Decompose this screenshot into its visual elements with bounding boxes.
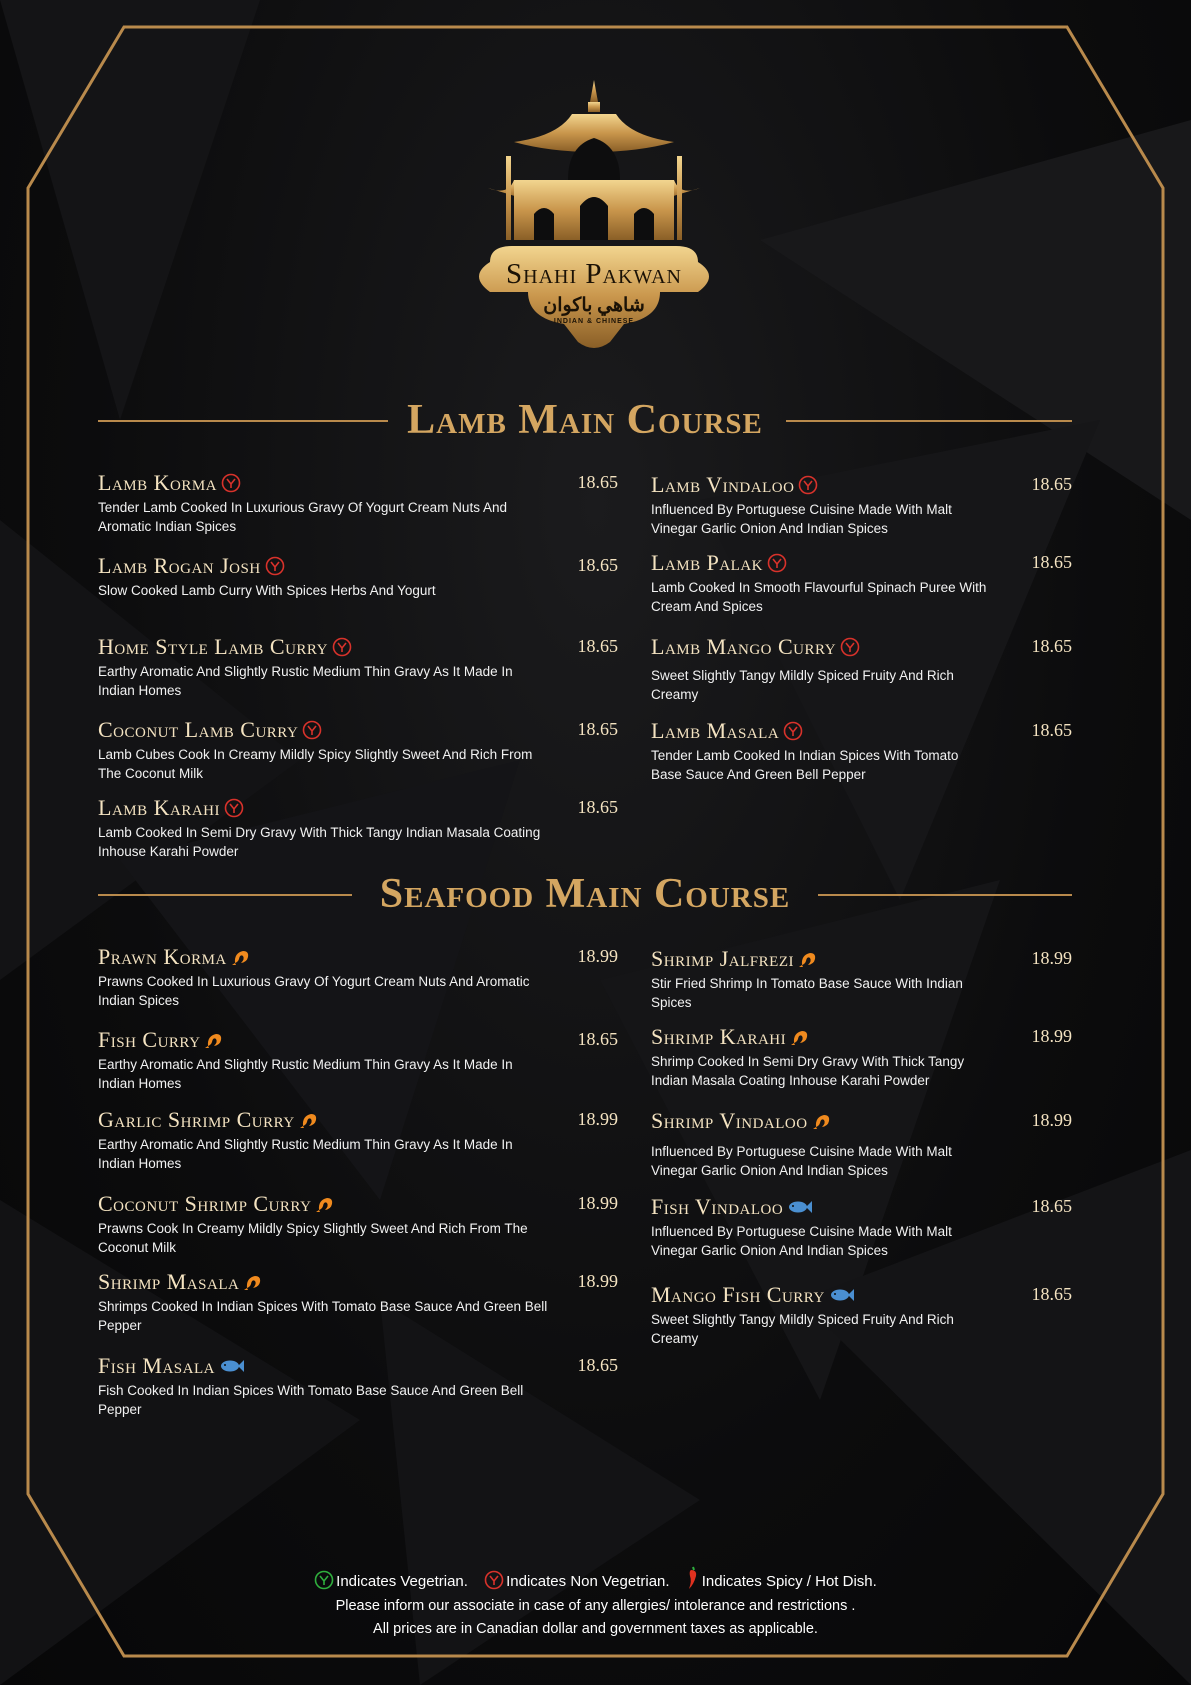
shrimp-icon bbox=[204, 1030, 224, 1050]
item-name: Lamb Karahi bbox=[98, 795, 220, 820]
section-title: Seafood Main Course bbox=[379, 871, 791, 917]
menu-item bbox=[98, 717, 618, 783]
menu-item bbox=[651, 1024, 1072, 1090]
restaurant-logo bbox=[468, 80, 720, 352]
menu-item bbox=[651, 1194, 1072, 1260]
shrimp-icon bbox=[243, 1272, 263, 1292]
item-price: 18.65 bbox=[577, 636, 618, 656]
item-description: Earthy Aromatic And Slightly Rustic Medium Thin Gravy As It Made In Indian Homes bbox=[98, 1137, 513, 1171]
item-price: 18.99 bbox=[577, 946, 618, 966]
menu-item bbox=[98, 1107, 618, 1173]
item-description: Earthy Aromatic And Slightly Rustic Medium Thin Gravy As It Made In Indian Homes bbox=[98, 1057, 513, 1091]
item-description: Influenced By Portuguese Cuisine Made With Malt Vinegar Garlic Onion And Indian Spices bbox=[651, 1224, 952, 1258]
item-name: Mango Fish Curry bbox=[651, 1282, 825, 1307]
item-description: Earthy Aromatic And Slightly Rustic Medium Thin Gravy As It Made In Indian Homes bbox=[98, 664, 513, 698]
item-name: Shrimp Masala bbox=[98, 1269, 240, 1294]
non-veg-icon bbox=[265, 556, 285, 576]
non-veg-icon bbox=[840, 637, 860, 657]
shrimp-icon bbox=[315, 1194, 335, 1214]
item-price: 18.99 bbox=[1031, 1110, 1072, 1130]
fish-icon bbox=[787, 1197, 813, 1217]
logo-arabic-name: شاهي باكوان bbox=[543, 295, 645, 316]
item-price: 18.99 bbox=[577, 1109, 618, 1129]
legend-veg bbox=[314, 1570, 468, 1590]
item-description: Shrimps Cooked In Indian Spices With Tomato Base Sauce And Green Bell Pepper bbox=[98, 1299, 548, 1333]
menu-item bbox=[98, 1027, 618, 1093]
item-name: Prawn Korma bbox=[98, 944, 227, 969]
item-name: Lamb Rogan Josh bbox=[98, 553, 261, 578]
item-name: Shrimp Karahi bbox=[651, 1024, 787, 1049]
item-name: Lamb Vindaloo bbox=[651, 472, 795, 497]
fish-icon bbox=[219, 1356, 245, 1376]
item-name: Shrimp Jalfrezi bbox=[651, 946, 794, 971]
item-price: 18.99 bbox=[577, 1193, 618, 1213]
item-name: Coconut Lamb Curry bbox=[98, 717, 299, 742]
item-description: Lamb Cubes Cook In Creamy Mildly Spicy Slightly Sweet And Rich From The Coconut Milk bbox=[98, 747, 533, 781]
legend-non-veg-text: Indicates Non Vegetrian. bbox=[506, 1573, 670, 1590]
section-title: Lamb Main Course bbox=[407, 397, 763, 443]
item-price: 18.65 bbox=[577, 719, 618, 739]
chili-pepper-icon bbox=[686, 1566, 700, 1590]
item-price: 18.65 bbox=[1031, 1284, 1072, 1304]
non-veg-icon bbox=[767, 553, 787, 573]
legend-non-veg bbox=[484, 1570, 669, 1590]
item-name: Lamb Palak bbox=[651, 550, 764, 575]
item-price: 18.65 bbox=[577, 1029, 618, 1049]
item-price: 18.65 bbox=[577, 797, 618, 817]
veg-icon bbox=[314, 1570, 334, 1590]
price-note: All prices are in Canadian dollar and government taxes as applicable. bbox=[373, 1621, 818, 1637]
menu-item bbox=[98, 634, 618, 700]
item-name: Fish Curry bbox=[98, 1027, 201, 1052]
menu-item bbox=[98, 944, 618, 1010]
item-name: Fish Vindaloo bbox=[651, 1194, 784, 1219]
item-price: 18.65 bbox=[1031, 552, 1072, 572]
menu-item bbox=[651, 946, 1072, 1012]
item-name: Lamb Mango Curry bbox=[651, 634, 837, 659]
item-price: 18.99 bbox=[1031, 948, 1072, 968]
logo-brand-name: Shahi Pakwan bbox=[506, 258, 682, 290]
heading-rule-right bbox=[818, 894, 1072, 896]
menu-item bbox=[651, 472, 1072, 538]
fish-icon bbox=[829, 1285, 855, 1305]
legend-veg-text: Indicates Vegetrian. bbox=[336, 1573, 468, 1590]
menu-item bbox=[98, 795, 618, 861]
menu-item bbox=[98, 553, 618, 600]
dietary-legend bbox=[0, 1566, 1191, 1590]
item-description: Sweet Slightly Tangy Mildly Spiced Fruity And Rich Creamy bbox=[651, 1312, 954, 1346]
item-description: Prawns Cook In Creamy Mildly Spicy Slightly Sweet And Rich From The Coconut Milk bbox=[98, 1221, 528, 1255]
item-price: 18.65 bbox=[1031, 636, 1072, 656]
item-description: Prawns Cooked In Luxurious Gravy Of Yogurt Cream Nuts And Aromatic Indian Spices bbox=[98, 974, 530, 1008]
item-description: Influenced By Portuguese Cuisine Made With Malt Vinegar Garlic Onion And Indian Spices bbox=[651, 502, 952, 536]
menu-item bbox=[651, 718, 1072, 784]
item-price: 18.99 bbox=[1031, 1026, 1072, 1046]
legend-spicy bbox=[686, 1566, 877, 1590]
item-price: 18.65 bbox=[577, 472, 618, 492]
item-description: Tender Lamb Cooked In Luxurious Gravy Of Yogurt Cream Nuts And Aromatic Indian Spices bbox=[98, 500, 507, 534]
item-name: Coconut Shrimp Curry bbox=[98, 1191, 312, 1216]
item-description: Influenced By Portuguese Cuisine Made With Malt Vinegar Garlic Onion And Indian Spices bbox=[651, 1144, 952, 1178]
shrimp-icon bbox=[299, 1110, 319, 1130]
menu-item bbox=[98, 470, 618, 536]
shrimp-icon bbox=[812, 1111, 832, 1131]
shrimp-icon bbox=[231, 947, 251, 967]
non-veg-icon bbox=[798, 475, 818, 495]
non-veg-icon bbox=[221, 473, 241, 493]
lamb-section-heading bbox=[98, 396, 1072, 444]
item-description: Shrimp Cooked In Semi Dry Gravy With Thick Tangy Indian Masala Coating Inhouse Karahi Powder bbox=[651, 1054, 965, 1088]
item-description: Slow Cooked Lamb Curry With Spices Herbs And Yogurt bbox=[98, 583, 436, 598]
menu-item bbox=[98, 1269, 618, 1335]
non-veg-icon bbox=[224, 798, 244, 818]
menu-item bbox=[98, 1191, 618, 1257]
menu-item bbox=[98, 1353, 618, 1419]
item-name: Garlic Shrimp Curry bbox=[98, 1107, 295, 1132]
item-description: Sweet Slightly Tangy Mildly Spiced Fruity And Rich Creamy bbox=[651, 668, 954, 702]
menu-item bbox=[651, 550, 1072, 616]
seafood-section-heading bbox=[98, 870, 1072, 918]
item-name: Fish Masala bbox=[98, 1353, 215, 1378]
item-description: Stir Fried Shrimp In Tomato Base Sauce With Indian Spices bbox=[651, 976, 963, 1010]
item-description: Lamb Cooked In Semi Dry Gravy With Thick Tangy Indian Masala Coating Inhouse Karahi Powder bbox=[98, 825, 541, 859]
item-name: Lamb Korma bbox=[98, 470, 218, 495]
heading-rule-right bbox=[786, 420, 1072, 422]
item-price: 18.65 bbox=[1031, 720, 1072, 740]
item-description: Fish Cooked In Indian Spices With Tomato Base Sauce And Green Bell Pepper bbox=[98, 1383, 524, 1417]
menu-item bbox=[651, 1282, 1072, 1348]
shrimp-icon bbox=[790, 1027, 810, 1047]
menu-item bbox=[651, 1108, 1072, 1180]
non-veg-icon bbox=[484, 1570, 504, 1590]
item-price: 18.65 bbox=[1031, 1196, 1072, 1216]
item-name: Home Style Lamb Curry bbox=[98, 634, 328, 659]
item-name: Lamb Masala bbox=[651, 718, 780, 743]
item-price: 18.99 bbox=[577, 1271, 618, 1291]
non-veg-icon bbox=[783, 721, 803, 741]
item-description: Tender Lamb Cooked In Indian Spices With Tomato Base Sauce And Green Bell Pepper bbox=[651, 748, 959, 782]
item-price: 18.65 bbox=[1031, 474, 1072, 494]
menu-item bbox=[651, 634, 1072, 704]
item-price: 18.65 bbox=[577, 1355, 618, 1375]
non-veg-icon bbox=[302, 720, 322, 740]
non-veg-icon bbox=[332, 637, 352, 657]
legend-spicy-text: Indicates Spicy / Hot Dish. bbox=[701, 1573, 877, 1590]
logo-tagline: INDIAN & CHINESE bbox=[553, 318, 635, 325]
item-price: 18.65 bbox=[577, 555, 618, 575]
item-description: Lamb Cooked In Smooth Flavourful Spinach Puree With Cream And Spices bbox=[651, 580, 987, 614]
allergy-note: Please inform our associate in case of any allergies/ intolerance and restrictions . bbox=[335, 1598, 856, 1614]
shrimp-icon bbox=[798, 949, 818, 969]
item-name: Shrimp Vindaloo bbox=[651, 1108, 808, 1133]
